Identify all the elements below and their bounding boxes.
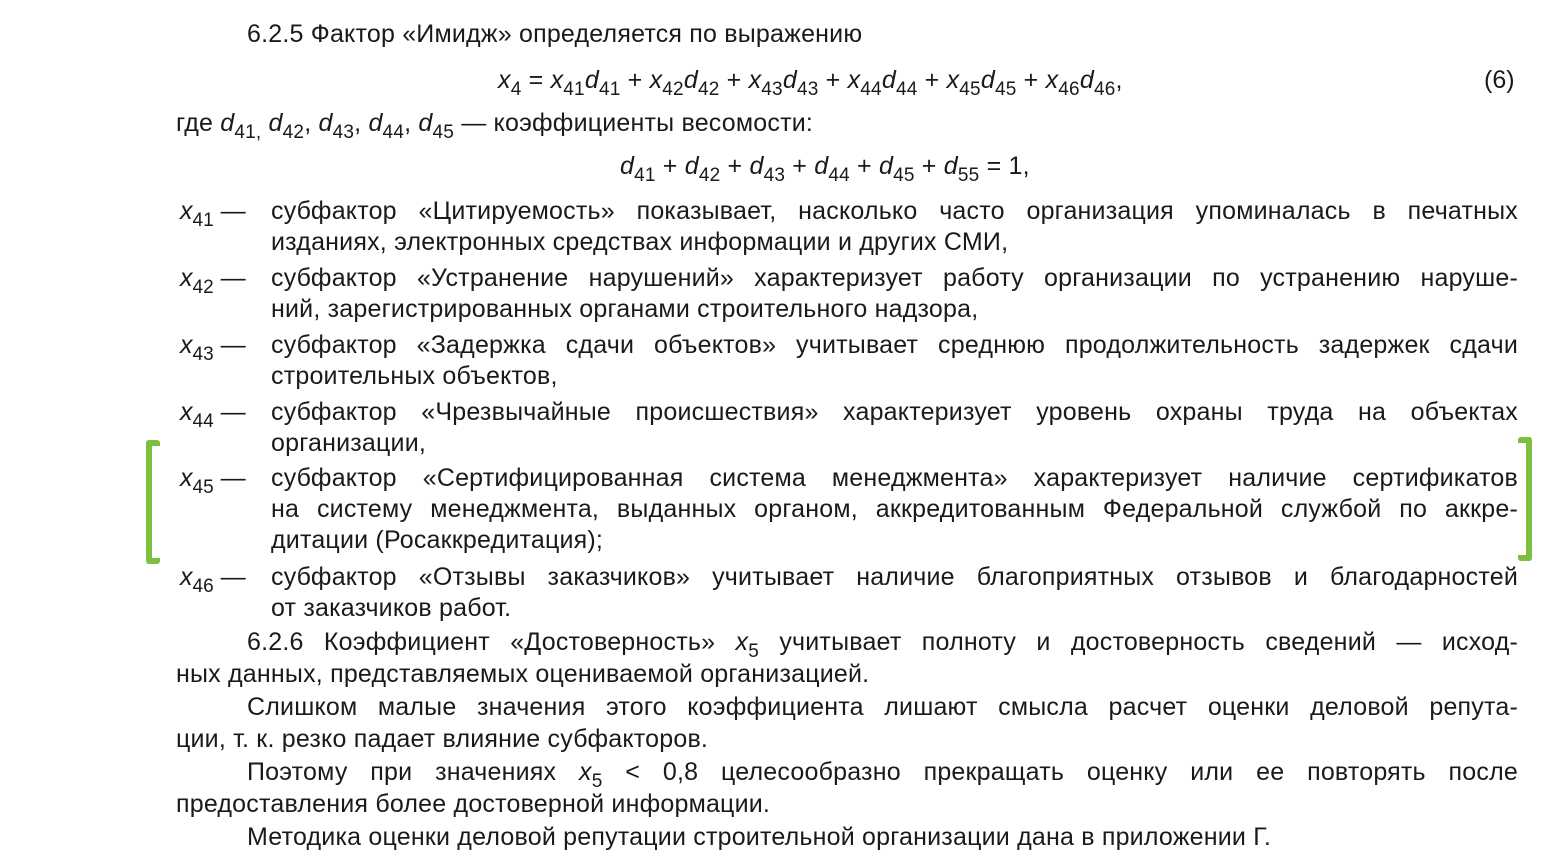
subfactor-44-line1: субфактор «Чрезвычайные происшествия» характеризует уровень охраны труда на объектах: [271, 398, 1518, 426]
subfactor-43-line1: субфактор «Задержка сдачи объектов» учитывает среднюю продолжительность задержек сдачи: [271, 331, 1518, 359]
section-626-line2: ных данных, представляемых оцениваемой организацией.: [176, 660, 870, 688]
subfactor-symbol-42: $x_{42}$ —: [180, 264, 246, 298]
highlight-bracket-right: [1518, 437, 1532, 561]
paragraph-4: Методика оценки деловой репутации строительной организации дана в приложении Г.: [247, 823, 1272, 851]
subfactor-43-line2: строительных объектов,: [271, 362, 558, 390]
formula-6: $x_4 = x_{41}d_{41} + x_{42}d_{42} + x_{43}d_{43} + x_{44}d_{44} + x_{45}d_{45} + x_{46}d_{46}$,: [498, 66, 1123, 100]
subfactor-46-line2: от заказчиков работ.: [271, 594, 512, 622]
subfactor-45-line3: дитации (Росаккредитация);: [271, 526, 604, 554]
section-626-line1: 6.2.6 Коэффициент «Достоверность» $x_5$ учитывает полноту и достоверность сведений — исход-: [247, 628, 1519, 662]
subfactor-symbol-46: $x_{46}$ —: [180, 563, 246, 597]
paragraph-3-line1: Поэтому при значениях $x_5 < 0,8$ целесообразно прекращать оценку или ее повторять после: [247, 758, 1518, 792]
subfactor-symbol-44: $x_{44}$ —: [180, 398, 246, 432]
subfactor-42-line2: ний, зарегистрированных органами строительного надзора,: [271, 295, 979, 323]
subfactor-45-line2: на систему менеджмента, выданных органом, аккредитованным Федеральной службой по аккре-: [271, 495, 1518, 523]
subfactor-symbol-41: $x_{41}$ —: [180, 197, 246, 231]
paragraph-2-line1: Слишком малые значения этого коэффициента лишают смысла расчет оценки деловой репута-: [247, 693, 1518, 721]
subfactor-46-line1: субфактор «Отзывы заказчиков» учитывает наличие благоприятных отзывов и благодарностей: [271, 563, 1518, 591]
subfactor-symbol-45: $x_{45}$ —: [180, 464, 246, 498]
highlight-bracket-left: [146, 440, 160, 564]
subfactor-42-line1: субфактор «Устранение нарушений» характеризует работу организации по устранению наруше-: [271, 264, 1518, 292]
where-line: где $d_{41,}$ $d_{42}$, $d_{43}$, $d_{44}$, $d_{45}$ — коэффициенты весомости:: [176, 109, 814, 143]
subfactor-symbol-43: $x_{43}$ —: [180, 331, 246, 365]
section-heading-625: 6.2.5 Фактор «Имидж» определяется по выражению: [247, 20, 863, 48]
equation-number: (6): [1484, 66, 1515, 94]
subfactor-41-line1: субфактор «Цитируемость» показывает, насколько часто организация упоминалась в печатных: [271, 197, 1518, 225]
where-text: — коэффициенты весомости:: [461, 109, 814, 137]
subfactor-45-line1: субфактор «Сертифицированная система менеджмента» характеризует наличие сертификатов: [271, 464, 1518, 492]
weights-constraint: $d_{41} + d_{42} + d_{43} + d_{44} + d_{45} + d_{55} = 1$,: [620, 152, 1030, 186]
subfactor-41-line2: изданиях, электронных средствах информации и других СМИ,: [271, 228, 1009, 256]
constraint-tail: = 1,: [986, 152, 1030, 180]
paragraph-2-line2: ции, т. к. резко падает влияние субфакторов.: [176, 725, 709, 753]
subfactor-44-line2: организации,: [271, 429, 427, 457]
paragraph-3-line2: предоставления более достоверной информации.: [176, 790, 771, 818]
where-prefix: где: [176, 109, 214, 137]
